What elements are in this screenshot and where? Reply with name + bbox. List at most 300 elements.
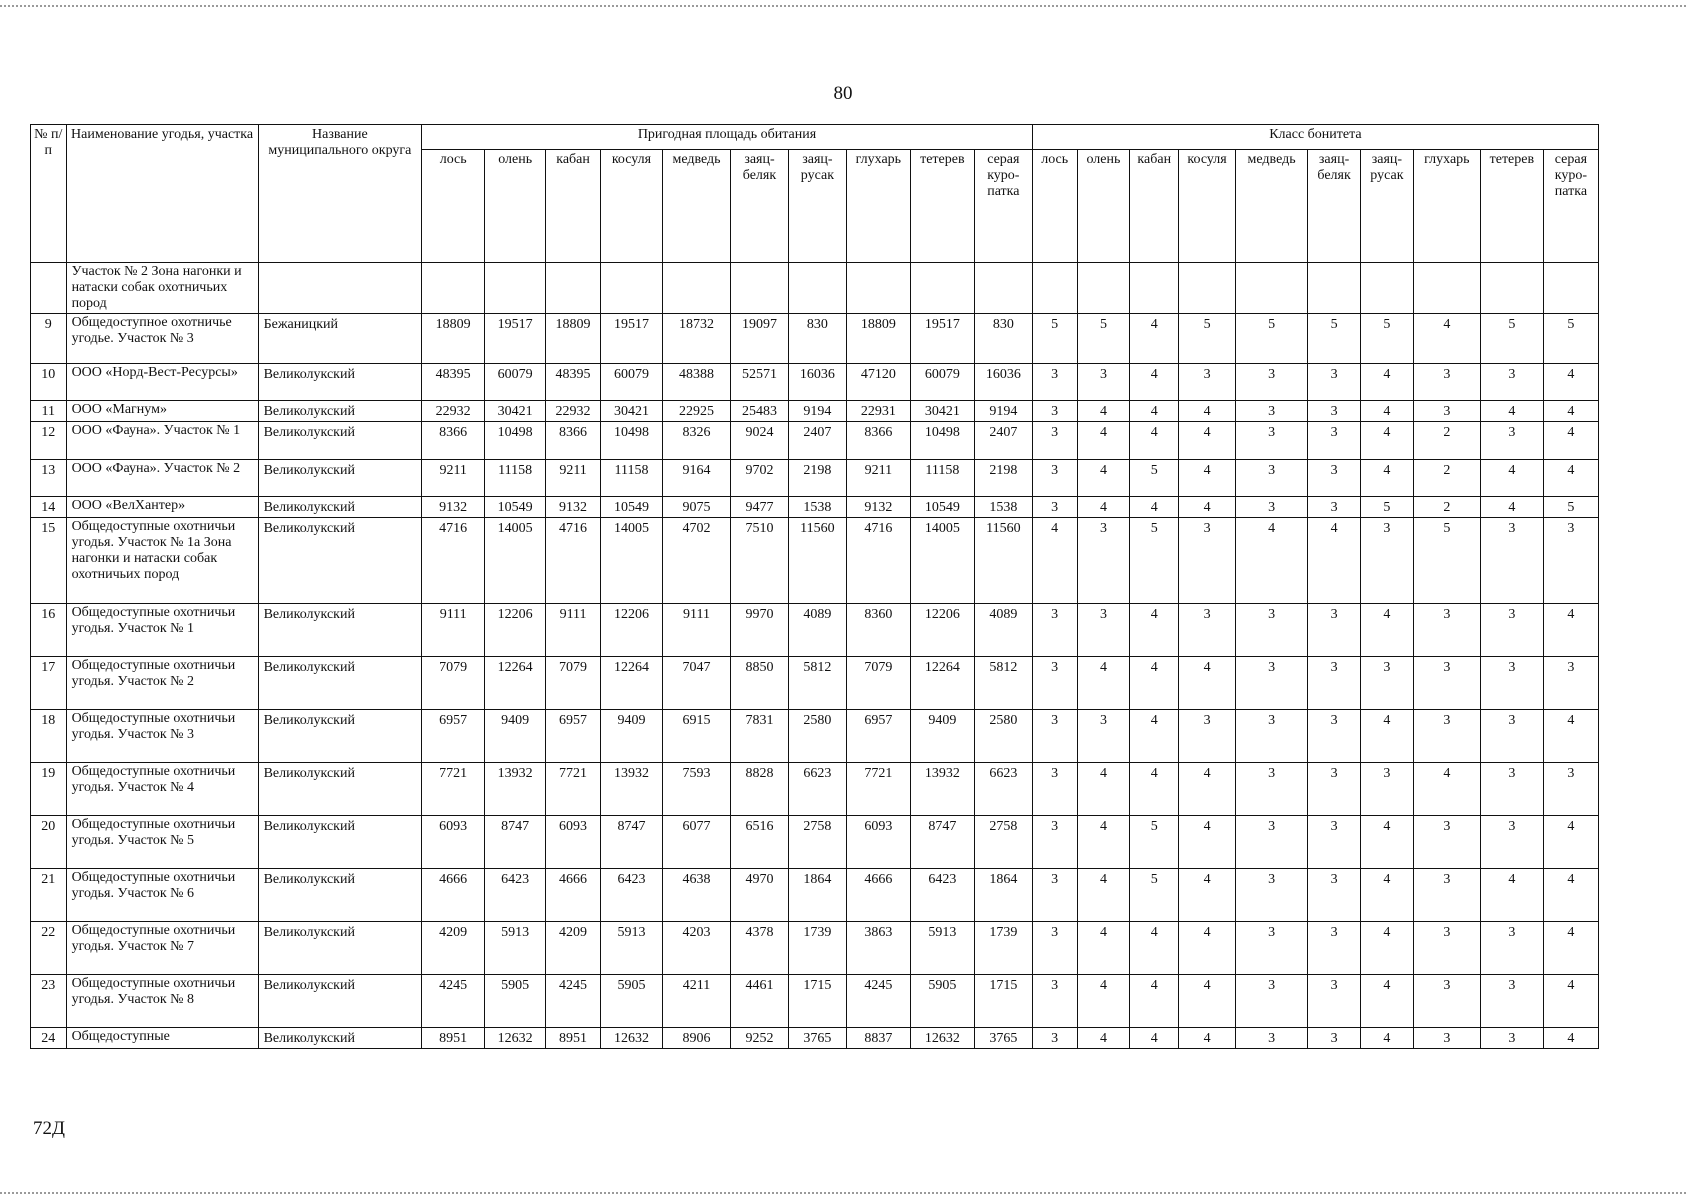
row-number: 14: [31, 497, 67, 518]
area-cell: 10549: [600, 497, 662, 518]
area-cell: 1739: [974, 922, 1032, 975]
area-cell: 1538: [788, 497, 846, 518]
class-cell: 3: [1308, 657, 1361, 710]
header-species-class: заяц-русак: [1360, 150, 1413, 263]
area-cell: 1715: [974, 975, 1032, 1028]
class-cell: 2: [1413, 460, 1480, 497]
class-cell: 3: [1077, 518, 1130, 604]
header-species: заяц-беляк: [731, 150, 789, 263]
area-cell: 12632: [485, 1028, 546, 1049]
area-cell: 47120: [846, 364, 910, 401]
row-district: Великолукский: [258, 710, 422, 763]
class-cell: 5: [1077, 314, 1130, 364]
header-species: медведь: [662, 150, 730, 263]
class-cell: 4: [1077, 401, 1130, 422]
class-cell: 3: [1032, 422, 1077, 460]
row-district: Великолукский: [258, 763, 422, 816]
area-cell: 4089: [788, 604, 846, 657]
table-row: [31, 314, 1599, 364]
row-name: Общедоступные охотничьи угодья. Участок № 4: [66, 763, 258, 816]
class-cell: 3: [1480, 763, 1543, 816]
class-cell: [1308, 263, 1361, 314]
class-cell: 4: [1543, 922, 1598, 975]
row-district: Великолукский: [258, 364, 422, 401]
class-cell: 5: [1360, 497, 1413, 518]
class-cell: 4: [1077, 497, 1130, 518]
header-species-class: тетерев: [1480, 150, 1543, 263]
class-cell: 4: [1130, 763, 1179, 816]
area-cell: 30421: [485, 401, 546, 422]
area-cell: 9252: [731, 1028, 789, 1049]
class-cell: 4: [1543, 422, 1598, 460]
area-cell: 4666: [846, 869, 910, 922]
area-cell: 5913: [600, 922, 662, 975]
row-district: Великолукский: [258, 922, 422, 975]
class-cell: 5: [1308, 314, 1361, 364]
area-cell: 11560: [788, 518, 846, 604]
class-cell: [1480, 263, 1543, 314]
area-cell: 7721: [422, 763, 485, 816]
area-cell: 7079: [846, 657, 910, 710]
row-number: 22: [31, 922, 67, 975]
area-cell: 9024: [731, 422, 789, 460]
class-cell: 4: [1480, 460, 1543, 497]
area-cell: 48395: [422, 364, 485, 401]
row-district: Великолукский: [258, 497, 422, 518]
area-cell: 2407: [974, 422, 1032, 460]
area-cell: 9409: [910, 710, 974, 763]
class-cell: 4: [1130, 1028, 1179, 1049]
area-cell: [846, 263, 910, 314]
area-cell: 25483: [731, 401, 789, 422]
area-cell: 60079: [485, 364, 546, 401]
header-class-group: Класс бонитета: [1032, 125, 1598, 150]
area-cell: 60079: [600, 364, 662, 401]
class-cell: 4: [1360, 816, 1413, 869]
table-row: [31, 460, 1599, 497]
area-cell: 19517: [600, 314, 662, 364]
class-cell: 4: [1360, 922, 1413, 975]
area-cell: 16036: [788, 364, 846, 401]
area-cell: 13932: [600, 763, 662, 816]
area-cell: 12206: [485, 604, 546, 657]
class-cell: 4: [1179, 816, 1236, 869]
header-species: глухарь: [846, 150, 910, 263]
class-cell: 4: [1130, 922, 1179, 975]
table-row: [31, 922, 1599, 975]
area-cell: 6093: [546, 816, 601, 869]
class-cell: 3: [1360, 763, 1413, 816]
class-cell: 4: [1360, 460, 1413, 497]
area-cell: 10498: [600, 422, 662, 460]
area-cell: 3863: [846, 922, 910, 975]
class-cell: 3: [1543, 657, 1598, 710]
area-cell: 4209: [546, 922, 601, 975]
row-name: Общедоступные охотничьи угодья. Участок № 1а Зона нагонки и натаски собак охотничьих пород: [66, 518, 258, 604]
area-cell: 18809: [422, 314, 485, 364]
class-cell: 4: [1480, 401, 1543, 422]
area-cell: [485, 263, 546, 314]
class-cell: 5: [1130, 869, 1179, 922]
area-cell: 4716: [546, 518, 601, 604]
class-cell: 4: [1077, 422, 1130, 460]
row-district: Великолукский: [258, 657, 422, 710]
area-cell: 8747: [910, 816, 974, 869]
header-species-class: лось: [1032, 150, 1077, 263]
area-cell: 6516: [731, 816, 789, 869]
area-cell: 6423: [600, 869, 662, 922]
class-cell: 3: [1179, 604, 1236, 657]
class-cell: 3: [1308, 922, 1361, 975]
class-cell: 4: [1032, 518, 1077, 604]
class-cell: 3: [1032, 975, 1077, 1028]
area-cell: 3765: [788, 1028, 846, 1049]
table-row: [31, 710, 1599, 763]
area-cell: 8850: [731, 657, 789, 710]
class-cell: 3: [1480, 657, 1543, 710]
area-cell: 6623: [788, 763, 846, 816]
table-row: [31, 1028, 1599, 1049]
row-name: ООО «Норд-Вест-Ресурсы»: [66, 364, 258, 401]
row-district: Великолукский: [258, 869, 422, 922]
area-cell: 10549: [910, 497, 974, 518]
area-cell: 48395: [546, 364, 601, 401]
area-cell: 19517: [910, 314, 974, 364]
class-cell: 4: [1077, 816, 1130, 869]
area-cell: 7079: [422, 657, 485, 710]
header-species: тетерев: [910, 150, 974, 263]
class-cell: 4: [1077, 975, 1130, 1028]
area-cell: 9194: [974, 401, 1032, 422]
class-cell: 4: [1480, 869, 1543, 922]
class-cell: [1130, 263, 1179, 314]
class-cell: 3: [1236, 497, 1308, 518]
scan-edge-bottom: [0, 1192, 1686, 1196]
class-cell: 3: [1032, 869, 1077, 922]
class-cell: 3: [1480, 364, 1543, 401]
area-cell: 5913: [485, 922, 546, 975]
class-cell: 3: [1032, 364, 1077, 401]
row-district: Великолукский: [258, 422, 422, 460]
class-cell: 3: [1236, 975, 1308, 1028]
header-species-class: косуля: [1179, 150, 1236, 263]
area-cell: 8360: [846, 604, 910, 657]
table-row: [31, 401, 1599, 422]
class-cell: 4: [1077, 763, 1130, 816]
area-cell: 9132: [546, 497, 601, 518]
class-cell: 3: [1543, 518, 1598, 604]
class-cell: 4: [1413, 314, 1480, 364]
class-cell: 3: [1308, 364, 1361, 401]
area-cell: 11158: [485, 460, 546, 497]
table-row: [31, 263, 1599, 314]
row-number: 24: [31, 1028, 67, 1049]
area-cell: 22925: [662, 401, 730, 422]
class-cell: 4: [1130, 314, 1179, 364]
area-cell: 9409: [485, 710, 546, 763]
area-cell: 9111: [546, 604, 601, 657]
class-cell: 3: [1236, 869, 1308, 922]
class-cell: 3: [1360, 657, 1413, 710]
header-row-groups: [31, 125, 1599, 150]
class-cell: 3: [1179, 710, 1236, 763]
table-row: [31, 869, 1599, 922]
header-species-class: заяц-беляк: [1308, 150, 1361, 263]
area-cell: [788, 263, 846, 314]
area-cell: 9132: [846, 497, 910, 518]
area-cell: 22932: [546, 401, 601, 422]
area-cell: 8747: [600, 816, 662, 869]
row-number: 12: [31, 422, 67, 460]
row-number: 19: [31, 763, 67, 816]
row-number: 10: [31, 364, 67, 401]
table-row: [31, 604, 1599, 657]
row-district: Великолукский: [258, 401, 422, 422]
class-cell: 4: [1413, 763, 1480, 816]
class-cell: 4: [1179, 497, 1236, 518]
class-cell: 4: [1179, 869, 1236, 922]
area-cell: 30421: [600, 401, 662, 422]
table-header: [31, 125, 1599, 263]
area-cell: 9111: [662, 604, 730, 657]
area-cell: 5812: [974, 657, 1032, 710]
class-cell: 3: [1308, 604, 1361, 657]
area-cell: 4666: [422, 869, 485, 922]
class-cell: 4: [1130, 710, 1179, 763]
area-cell: 7510: [731, 518, 789, 604]
class-cell: [1543, 263, 1598, 314]
class-cell: 4: [1543, 460, 1598, 497]
area-cell: 4245: [546, 975, 601, 1028]
area-cell: 12264: [600, 657, 662, 710]
class-cell: 4: [1360, 422, 1413, 460]
class-cell: 4: [1179, 401, 1236, 422]
class-cell: 3: [1032, 401, 1077, 422]
class-cell: 5: [1130, 460, 1179, 497]
class-cell: 4: [1130, 604, 1179, 657]
row-name: Общедоступное охотничье угодье. Участок № 3: [66, 314, 258, 364]
area-cell: 1864: [974, 869, 1032, 922]
row-number: 18: [31, 710, 67, 763]
area-cell: 2198: [974, 460, 1032, 497]
area-cell: 2758: [974, 816, 1032, 869]
class-cell: 3: [1032, 922, 1077, 975]
row-district: Бежаницкий: [258, 314, 422, 364]
class-cell: 4: [1130, 364, 1179, 401]
class-cell: 3: [1236, 816, 1308, 869]
area-cell: 2580: [974, 710, 1032, 763]
area-cell: 1715: [788, 975, 846, 1028]
area-cell: 12206: [910, 604, 974, 657]
class-cell: 4: [1179, 1028, 1236, 1049]
habitat-table: [30, 124, 1599, 1049]
footer-code: 72Д: [33, 1118, 65, 1139]
table-row: [31, 364, 1599, 401]
area-cell: 7079: [546, 657, 601, 710]
area-cell: 4461: [731, 975, 789, 1028]
table-row: [31, 518, 1599, 604]
class-cell: 3: [1413, 710, 1480, 763]
class-cell: 5: [1130, 816, 1179, 869]
class-cell: 5: [1543, 497, 1598, 518]
area-cell: 9702: [731, 460, 789, 497]
class-cell: 5: [1236, 314, 1308, 364]
header-district: Название муниципального округа: [258, 125, 422, 263]
header-name: Наименование угодья, участка: [66, 125, 258, 263]
class-cell: 3: [1360, 518, 1413, 604]
area-cell: 6093: [846, 816, 910, 869]
area-cell: 6093: [422, 816, 485, 869]
class-cell: 3: [1480, 518, 1543, 604]
class-cell: 2: [1413, 422, 1480, 460]
table-row: [31, 816, 1599, 869]
class-cell: 4: [1543, 604, 1598, 657]
area-cell: 19517: [485, 314, 546, 364]
scan-edge-top: [0, 0, 1686, 7]
class-cell: 4: [1543, 816, 1598, 869]
area-cell: 10498: [485, 422, 546, 460]
class-cell: 4: [1179, 922, 1236, 975]
class-cell: 4: [1360, 975, 1413, 1028]
class-cell: 3: [1308, 869, 1361, 922]
area-cell: 9211: [846, 460, 910, 497]
class-cell: 3: [1236, 657, 1308, 710]
area-cell: [731, 263, 789, 314]
area-cell: 12264: [485, 657, 546, 710]
area-cell: 830: [974, 314, 1032, 364]
class-cell: 4: [1543, 1028, 1598, 1049]
area-cell: 12632: [910, 1028, 974, 1049]
class-cell: 3: [1308, 1028, 1361, 1049]
area-cell: [546, 263, 601, 314]
class-cell: 3: [1032, 1028, 1077, 1049]
area-cell: 14005: [485, 518, 546, 604]
area-cell: 9211: [546, 460, 601, 497]
class-cell: 4: [1130, 401, 1179, 422]
area-cell: 9970: [731, 604, 789, 657]
class-cell: 3: [1077, 364, 1130, 401]
class-cell: 3: [1077, 604, 1130, 657]
class-cell: 3: [1308, 816, 1361, 869]
class-cell: 5: [1360, 314, 1413, 364]
area-cell: 12632: [600, 1028, 662, 1049]
header-species: лось: [422, 150, 485, 263]
area-cell: 52571: [731, 364, 789, 401]
class-cell: 3: [1413, 869, 1480, 922]
row-district: Великолукский: [258, 1028, 422, 1049]
area-cell: 9111: [422, 604, 485, 657]
class-cell: 3: [1236, 422, 1308, 460]
class-cell: 4: [1179, 763, 1236, 816]
table-row: [31, 763, 1599, 816]
row-district: Великолукский: [258, 518, 422, 604]
table-row: [31, 657, 1599, 710]
header-species-class: серая куро-патка: [1543, 150, 1598, 263]
row-name: ООО «Магнум»: [66, 401, 258, 422]
area-cell: 6623: [974, 763, 1032, 816]
row-number: 21: [31, 869, 67, 922]
area-cell: 60079: [910, 364, 974, 401]
class-cell: 3: [1413, 604, 1480, 657]
header-species-class: кабан: [1130, 150, 1179, 263]
class-cell: 3: [1308, 975, 1361, 1028]
area-cell: 10498: [910, 422, 974, 460]
class-cell: [1077, 263, 1130, 314]
class-cell: 4: [1543, 401, 1598, 422]
area-cell: 8326: [662, 422, 730, 460]
class-cell: 4: [1130, 975, 1179, 1028]
class-cell: 3: [1480, 1028, 1543, 1049]
class-cell: 3: [1236, 710, 1308, 763]
row-district: [258, 263, 422, 314]
class-cell: 4: [1179, 975, 1236, 1028]
area-cell: 4638: [662, 869, 730, 922]
area-cell: [422, 263, 485, 314]
area-cell: 14005: [600, 518, 662, 604]
area-cell: 1538: [974, 497, 1032, 518]
class-cell: 3: [1032, 497, 1077, 518]
class-cell: 3: [1308, 460, 1361, 497]
class-cell: 3: [1236, 401, 1308, 422]
area-cell: 4666: [546, 869, 601, 922]
row-number: 11: [31, 401, 67, 422]
header-species-class: медведь: [1236, 150, 1308, 263]
area-cell: 3765: [974, 1028, 1032, 1049]
row-name: Общедоступные охотничьи угодья. Участок № 5: [66, 816, 258, 869]
area-cell: [600, 263, 662, 314]
class-cell: 3: [1413, 922, 1480, 975]
area-cell: 6957: [422, 710, 485, 763]
area-cell: 6957: [846, 710, 910, 763]
area-cell: 5913: [910, 922, 974, 975]
area-cell: 11158: [910, 460, 974, 497]
area-cell: 7721: [546, 763, 601, 816]
class-cell: 5: [1480, 314, 1543, 364]
area-cell: [974, 263, 1032, 314]
class-cell: 4: [1130, 497, 1179, 518]
area-cell: 11560: [974, 518, 1032, 604]
row-name: ООО «ВелХантер»: [66, 497, 258, 518]
class-cell: [1413, 263, 1480, 314]
row-number: 17: [31, 657, 67, 710]
class-cell: 3: [1480, 816, 1543, 869]
area-cell: 2198: [788, 460, 846, 497]
area-cell: [662, 263, 730, 314]
class-cell: 4: [1543, 975, 1598, 1028]
class-cell: 4: [1360, 364, 1413, 401]
area-cell: 4209: [422, 922, 485, 975]
class-cell: 2: [1413, 497, 1480, 518]
class-cell: 3: [1032, 657, 1077, 710]
area-cell: 5905: [910, 975, 974, 1028]
header-num: № п/п: [31, 125, 67, 263]
class-cell: 3: [1413, 975, 1480, 1028]
row-name: ООО «Фауна». Участок № 1: [66, 422, 258, 460]
class-cell: 5: [1179, 314, 1236, 364]
area-cell: 9164: [662, 460, 730, 497]
class-cell: 4: [1543, 710, 1598, 763]
row-district: Великолукский: [258, 460, 422, 497]
area-cell: 13932: [485, 763, 546, 816]
page-number: 80: [833, 83, 853, 104]
area-cell: 4702: [662, 518, 730, 604]
area-cell: 2407: [788, 422, 846, 460]
area-cell: 5905: [485, 975, 546, 1028]
area-cell: 48388: [662, 364, 730, 401]
row-number: 15: [31, 518, 67, 604]
class-cell: 4: [1130, 422, 1179, 460]
class-cell: 4: [1360, 710, 1413, 763]
